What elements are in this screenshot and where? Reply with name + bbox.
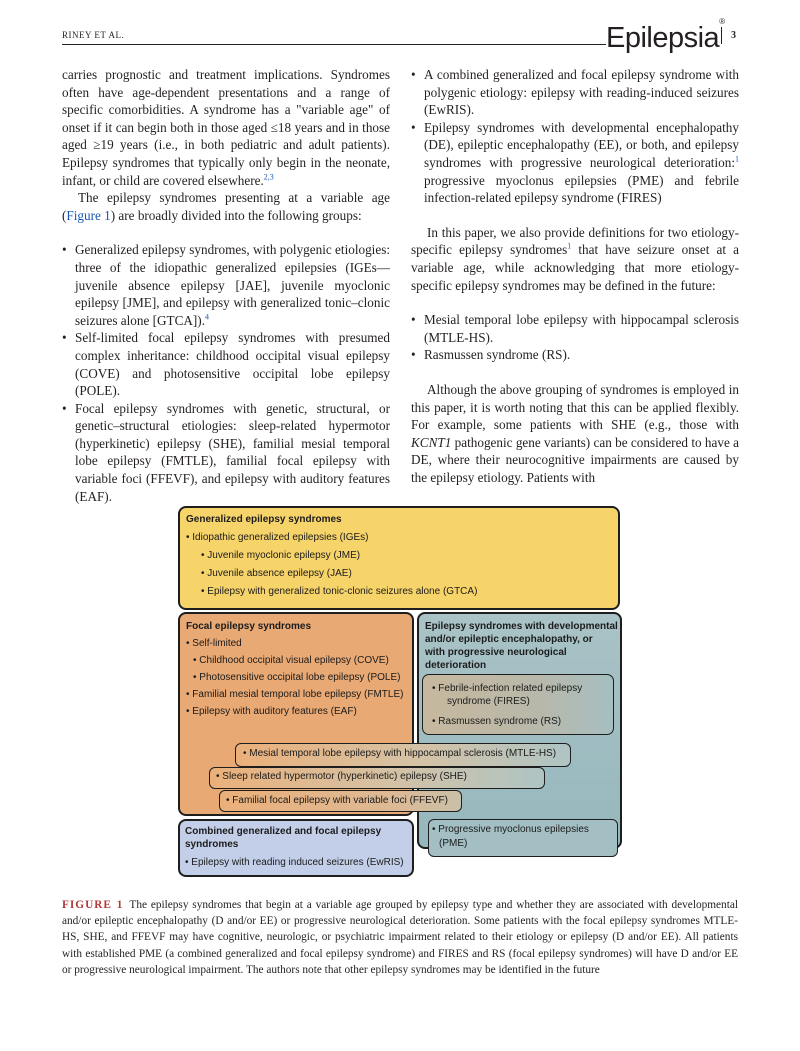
dee-title-line: with progressive neurological bbox=[425, 647, 567, 658]
list-item-text: Mesial temporal lobe epilepsy with hippocampal sclerosis (MTLE-HS). bbox=[424, 312, 739, 345]
list-item bbox=[62, 241, 390, 329]
fires-label: • Febrile-infection related epilepsy bbox=[432, 683, 583, 694]
groups-list bbox=[62, 241, 390, 505]
figure-caption bbox=[62, 897, 738, 978]
right-column bbox=[411, 66, 739, 486]
paragraph-4-end: pathogenic gene variants) can be considered to have a DE, where their neurocognitive impairments are caused by the epilepsy etiology. Patients with bbox=[411, 434, 739, 485]
running-head-author: RINEY ET AL. bbox=[62, 30, 125, 40]
paragraph-3-start: In this paper, we also provide definitions for two etiology-specific epilepsy syndromes bbox=[411, 224, 739, 258]
list-item-text: Self-limited focal epilepsy syndromes with presumed complex inheritance: childhood occipital visual epilepsy (COVE) and photosensitive occipital lobe epilepsy (POLE). bbox=[75, 330, 390, 399]
paragraph-2-start: The epilepsy syndromes presenting at a variable age ( bbox=[62, 190, 390, 223]
paragraph-4 bbox=[411, 381, 739, 487]
list-item-text: A combined generalized and focal epilepsy syndrome with polygenic etiology: epilepsy with reading-induced seizures (EwRIS). bbox=[424, 67, 739, 118]
combined-title-line: Combined generalized and focal epilepsy bbox=[185, 826, 382, 837]
focal-item: • Epilepsy with auditory features (EAF) bbox=[186, 706, 357, 717]
figure-1-link[interactable]: Figure 1 bbox=[66, 207, 111, 223]
paragraph-3-end: that have seizure onset at a variable age, while acknowledging that more etiology-specific epilepsy syndromes may be defined in the future: bbox=[411, 242, 739, 293]
pme-label-cont: (PME) bbox=[439, 838, 468, 849]
paragraph-2 bbox=[62, 189, 390, 224]
paragraph-3 bbox=[411, 224, 739, 294]
ewris-label: • Epilepsy with reading induced seizures (EwRIS) bbox=[185, 857, 404, 868]
focal-item: • Familial mesial temporal lobe epilepsy (FMTLE) bbox=[186, 689, 404, 700]
list-item-text: Generalized epilepsy syndromes, with polygenic etiologies: three of the idiopathic generalized epilepsies (IGEs—juvenile absence epilepsy [JAE], juvenile myoclonic epilepsy [JME], and epilepsy with generalized tonic–clonic seizures alone [GTCA]). bbox=[75, 242, 390, 328]
mtle-hs-label: • Mesial temporal lobe epilepsy with hippocampal sclerosis (MTLE-HS) bbox=[243, 748, 557, 759]
generalized-item: • Epilepsy with generalized tonic-clonic seizures alone (GTCA) bbox=[201, 586, 478, 597]
groups-list-continued bbox=[411, 66, 739, 207]
dee-title-line: and/or epileptic encephalopathy, or bbox=[425, 634, 593, 645]
fires-label-cont: syndrome (FIRES) bbox=[447, 696, 530, 707]
journal-name: Epilepsia bbox=[606, 22, 720, 54]
focal-title: Focal epilepsy syndromes bbox=[186, 621, 312, 632]
focal-item: • Self-limited bbox=[186, 638, 242, 649]
dee-title-line: Epilepsy syndromes with developmental bbox=[425, 621, 618, 632]
list-item bbox=[62, 329, 390, 399]
citation-4[interactable]: 4 bbox=[205, 312, 209, 322]
journal-logo bbox=[606, 17, 725, 55]
focal-item: • Childhood occipital visual epilepsy (COVE) bbox=[193, 655, 389, 666]
list-item bbox=[411, 311, 739, 346]
caption-text: The epilepsy syndromes that begin at a variable age grouped by epilepsy type and whether they are associated with developmental and/or epileptic encephalopathy (D and/or EE) or progressive neurological deterioration. Some patients with the focal epilepsy syndromes MTLE-HS, SHE, and FFEVF may have cognitive, neurologic, or psychiatric impairment related to their etiology or epilepsy (D and/or EE). All patients with established PME (a combined generalized and focal epilepsy syndrome) and FIRES and RS (focal epilepsy syndromes) will have D and/or EE or progressive neurological impairment. The authors note that other epilepsy syndromes may be identified in the future bbox=[62, 899, 738, 976]
left-column bbox=[62, 66, 390, 505]
gene-name: KCNT1 bbox=[411, 434, 452, 450]
page-number: 3 bbox=[731, 30, 736, 41]
generalized-title: Generalized epilepsy syndromes bbox=[186, 514, 342, 525]
list-item-text: Focal epilepsy syndromes with genetic, structural, or genetic–structural etiologies: sleep-related hypermotor (hyperkinetic) epilepsy (SHE), familial mesial temporal lobe epilepsy (FMTLE), familial focal epilepsy with variable foci (FFEVF), and epilepsy with auditory features (EAF). bbox=[75, 400, 390, 504]
paragraph-2-end: ) are broadly divided into the following groups: bbox=[110, 207, 362, 223]
figure-label: FIGURE 1 bbox=[62, 899, 124, 911]
generalized-item: • Idiopathic generalized epilepsies (IGEs) bbox=[186, 532, 369, 543]
paragraph-4-start: Although the above grouping of syndromes is employed in this paper, it is worth noting that this can be applied flexibly. For example, some patients with SHE (e.g., those with bbox=[411, 381, 739, 433]
generalized-item: • Juvenile myoclonic epilepsy (JME) bbox=[201, 550, 361, 561]
citation-1[interactable]: 1 bbox=[567, 241, 572, 251]
citation-2-3[interactable]: 2,3 bbox=[263, 172, 274, 182]
trademark-mark: ® bbox=[719, 17, 725, 26]
citation-1[interactable]: 1 bbox=[735, 154, 739, 164]
list-item bbox=[411, 346, 739, 364]
header-rule bbox=[62, 44, 606, 45]
dee-title-line: deterioration bbox=[425, 660, 487, 671]
list-item bbox=[411, 66, 739, 119]
ffevf-label: • Familial focal epilepsy with variable foci (FFEVF) bbox=[226, 795, 448, 806]
combined-title-line: syndromes bbox=[185, 839, 239, 850]
she-label: • Sleep related hypermotor (hyperkinetic) epilepsy (SHE) bbox=[216, 771, 467, 782]
pme-label: • Progressive myoclonus epilepsies bbox=[432, 824, 589, 835]
rs-label: • Rasmussen syndrome (RS) bbox=[432, 716, 562, 727]
list-item bbox=[411, 119, 739, 207]
paragraph-1 bbox=[62, 66, 390, 189]
header-separator bbox=[721, 27, 722, 44]
generalized-item: • Juvenile absence epilepsy (JAE) bbox=[201, 568, 352, 579]
paragraph-1-text: carries prognostic and treatment implications. Syndromes often have age-dependent presentations and a range of specific comorbidities. A syndrome has a "variable age" of onset if it can begin both in those aged ≤18 years and in those aged ≥19 years (i.e., in both pediatric and adult patients). Epilepsy syndromes that typically only begin in the neonate, infant, or child are covered elsewhere. bbox=[62, 67, 390, 188]
list-item-text: Rasmussen syndrome (RS). bbox=[424, 347, 571, 363]
list-item-text: Epilepsy syndromes with developmental encephalopathy (DE), epileptic encephalopathy (EE), or both, and epilepsy syndromes with progressive neurological deterioration: bbox=[424, 119, 739, 170]
etiology-list bbox=[411, 311, 739, 364]
list-item bbox=[62, 400, 390, 506]
focal-item: • Photosensitive occipital lobe epilepsy (POLE) bbox=[193, 672, 401, 683]
list-item-text-rest: progressive myoclonus epilepsies (PME) and febrile infection-related epilepsy syndrome (FIRES) bbox=[424, 172, 739, 206]
